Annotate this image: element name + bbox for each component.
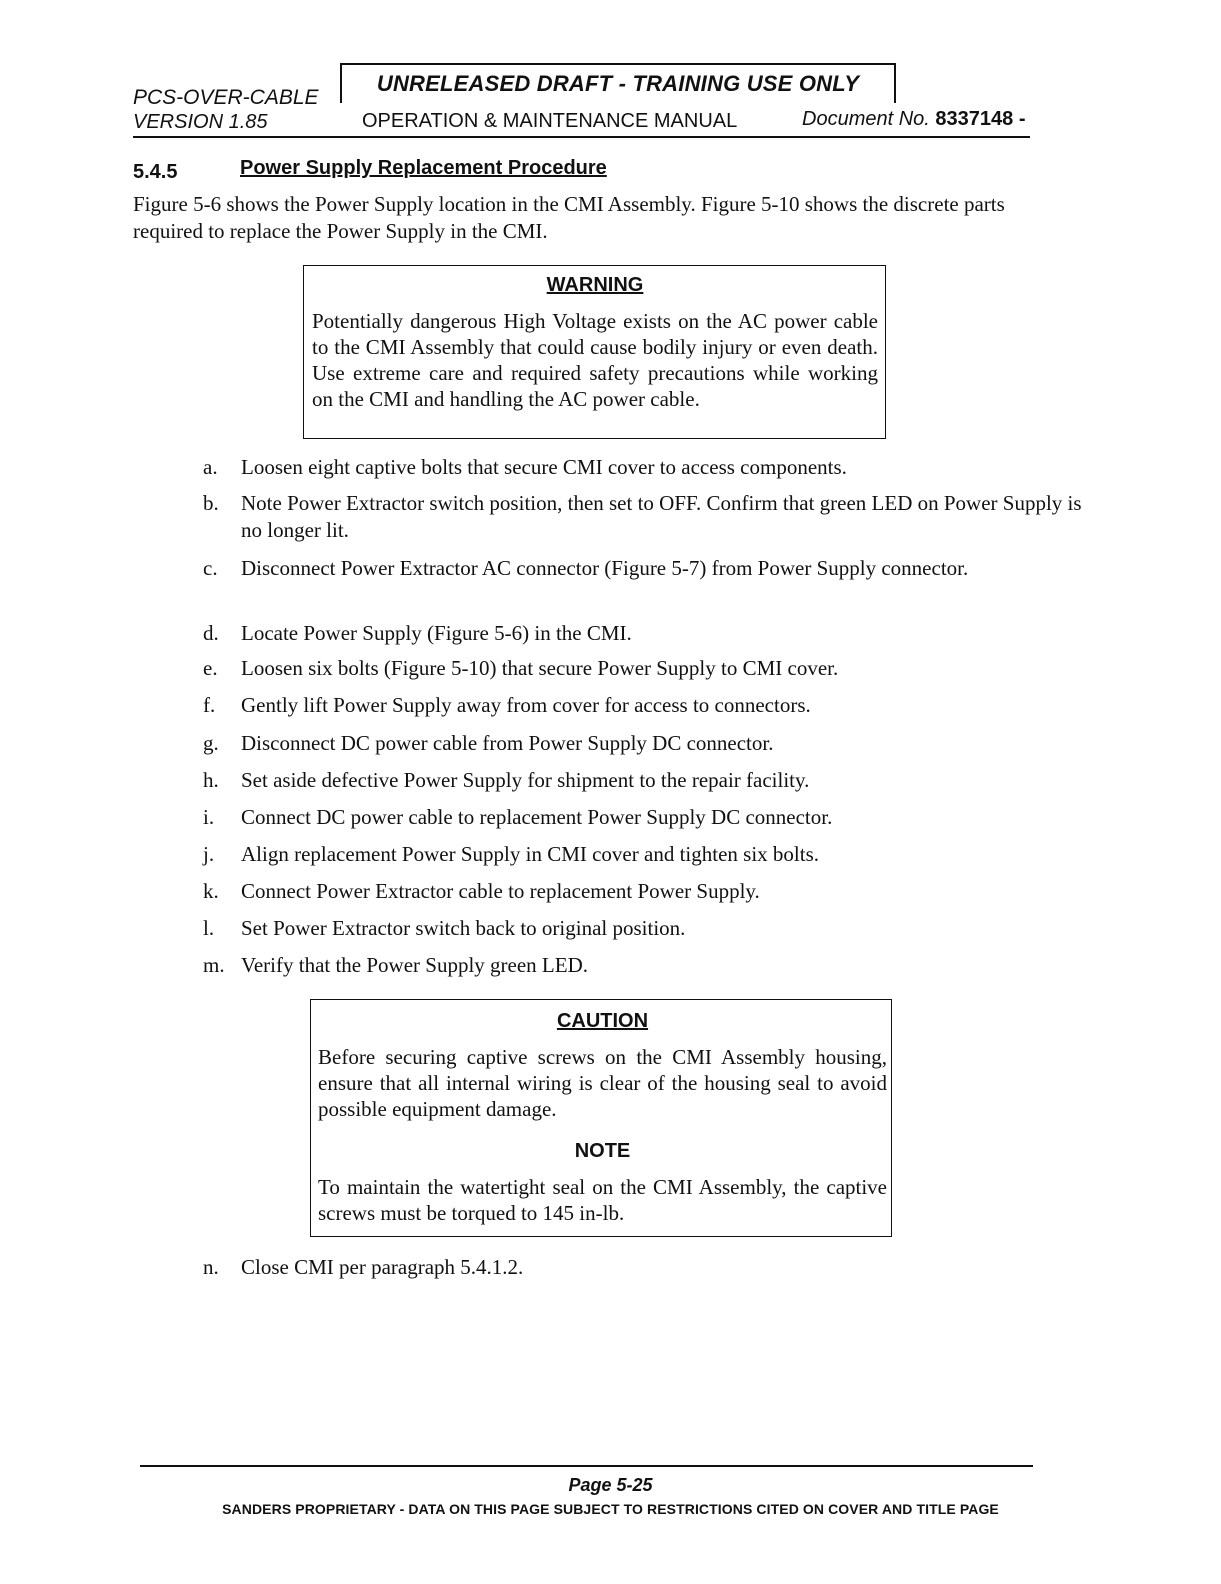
step-text: Loosen eight captive bolts that secure CMI cover to access components. xyxy=(241,455,847,479)
section-title: Power Supply Replacement Procedure xyxy=(240,157,607,179)
step-label: a. xyxy=(203,455,218,479)
section-number: 5.4.5 xyxy=(133,161,178,183)
step-label: d. xyxy=(203,621,219,645)
step-text: Disconnect Power Extractor AC connector (Figure 5-7) from Power Supply connector. xyxy=(241,556,969,580)
page-number: Page 5-25 xyxy=(568,1475,653,1495)
list-item xyxy=(203,915,1083,942)
step-text: Set Power Extractor switch back to original position. xyxy=(241,916,686,940)
list-item xyxy=(203,804,1083,831)
list-item xyxy=(203,454,1083,481)
draft-banner: UNRELEASED DRAFT - TRAINING USE ONLY xyxy=(340,63,896,103)
product-name: PCS-OVER-CABLE xyxy=(133,86,319,109)
warning-text: Potentially dangerous High Voltage exists on the AC power cable to the CMI Assembly that could cause bodily injury or even death. Use extreme care and required safety precautions while working on the CMI and handling the AC power cable. xyxy=(312,309,878,411)
step-text: Verify that the Power Supply green LED. xyxy=(241,953,589,977)
step-text: Connect DC power cable to replacement Power Supply DC connector. xyxy=(241,805,833,829)
caution-title: CAUTION xyxy=(556,1010,649,1032)
list-item xyxy=(203,555,1083,582)
list-item xyxy=(203,655,1083,682)
step-label: c. xyxy=(203,556,218,580)
caution-text: Before securing captive screws on the CMI Assembly housing, ensure that all internal wiring is clear of the housing seal to avoid possible equipment damage. xyxy=(318,1045,887,1121)
document-number-label: Document No. xyxy=(802,108,930,130)
warning-box xyxy=(303,265,886,439)
step-label: l. xyxy=(203,916,215,940)
step-text: Align replacement Power Supply in CMI cover and tighten six bolts. xyxy=(241,842,819,866)
list-item xyxy=(203,878,1083,905)
proprietary-notice: SANDERS PROPRIETARY - DATA ON THIS PAGE SUBJECT TO RESTRICTIONS CITED ON COVER AND TITLE PAGE xyxy=(222,1501,999,1517)
note-title: NOTE xyxy=(574,1140,631,1162)
warning-title: WARNING xyxy=(546,274,644,296)
step-text: Close CMI per paragraph 5.4.1.2. xyxy=(241,1255,524,1279)
intro-paragraph: Figure 5-6 shows the Power Supply location in the CMI Assembly. Figure 5-10 shows the discrete parts required to replace the Power Supply in the CMI. xyxy=(133,192,1005,243)
note-text: To maintain the watertight seal on the CMI Assembly, the captive screws must be torqued to 145 in-lb. xyxy=(318,1175,887,1225)
manual-title: OPERATION & MAINTENANCE MANUAL xyxy=(362,110,738,132)
header-rule xyxy=(133,136,1030,138)
list-item xyxy=(203,767,1083,794)
step-text: Set aside defective Power Supply for shipment to the repair facility. xyxy=(241,768,810,792)
step-label: b. xyxy=(203,491,219,515)
step-label: e. xyxy=(203,656,218,680)
list-item xyxy=(203,730,1083,757)
step-text: Gently lift Power Supply away from cover for access to connectors. xyxy=(241,693,811,717)
step-label: n. xyxy=(203,1255,219,1279)
list-item xyxy=(203,1254,1083,1281)
document-number xyxy=(802,108,1025,131)
list-item xyxy=(203,692,1083,719)
step-label: g. xyxy=(203,731,219,755)
list-item xyxy=(203,841,1083,868)
step-text: Locate Power Supply (Figure 5-6) in the CMI. xyxy=(241,621,632,645)
step-text: Note Power Extractor switch position, then set to OFF. Confirm that green LED on Power Supply is no longer lit. xyxy=(241,491,1082,542)
step-label: j. xyxy=(203,842,215,866)
list-item xyxy=(203,952,1083,979)
version-label: VERSION 1.85 xyxy=(133,111,268,133)
step-label: i. xyxy=(203,805,215,829)
caution-box xyxy=(310,999,892,1237)
document-number-value: 8337148 - xyxy=(935,108,1026,130)
step-text: Connect Power Extractor cable to replacement Power Supply. xyxy=(241,879,760,903)
step-text: Loosen six bolts (Figure 5-10) that secure Power Supply to CMI cover. xyxy=(241,656,839,680)
step-label: h. xyxy=(203,768,219,792)
step-text: Disconnect DC power cable from Power Supply DC connector. xyxy=(241,731,774,755)
list-item xyxy=(203,620,1083,647)
list-item xyxy=(203,490,1083,544)
step-label: k. xyxy=(203,879,219,903)
step-label: m. xyxy=(203,953,225,977)
footer-rule xyxy=(140,1465,1033,1467)
step-label: f. xyxy=(203,693,216,717)
